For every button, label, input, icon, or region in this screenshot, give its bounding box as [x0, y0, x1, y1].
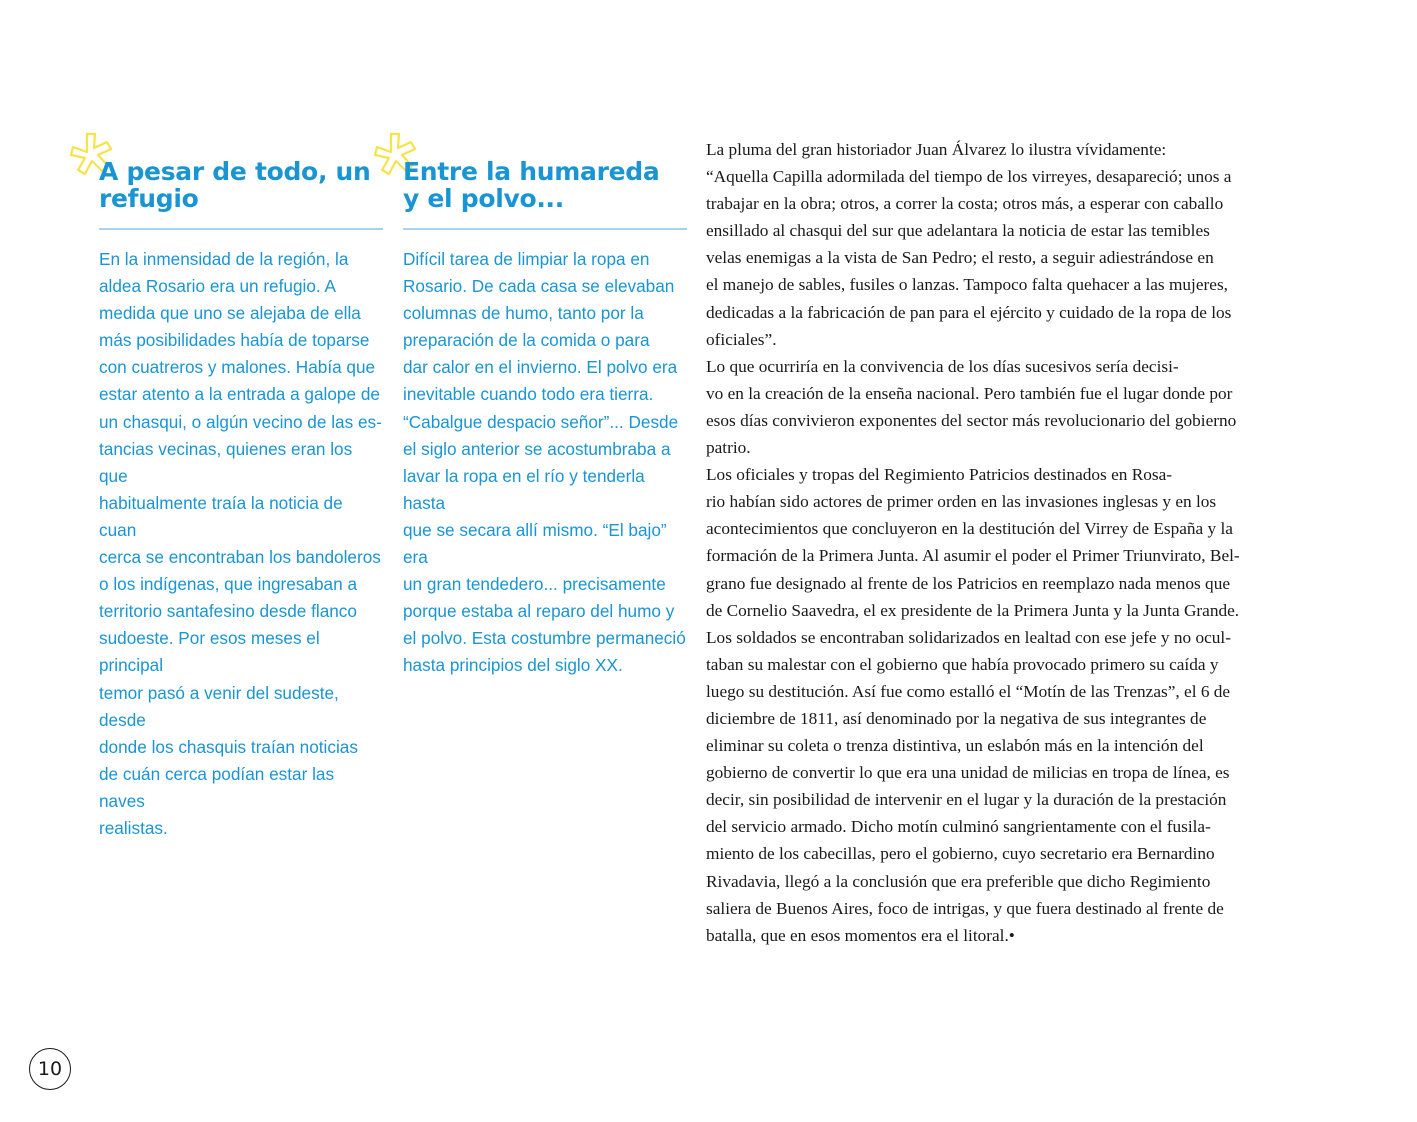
article-paragraph: Lo que ocurriría en la convivencia de los días sucesivos sería decisi- vo en la creación de la enseña nacional. Pero también fue el lugar donde por esos días convivieron exponentes del sector más revolucionario del gobierno patrio.	[706, 356, 1237, 458]
sidebar-humareda	[403, 130, 687, 680]
sidebar-refugio	[99, 130, 383, 842]
article-paragraph: Los oficiales y tropas del Regimiento Patricios destinados en Rosa- rio habían sido actores de primer orden en las invasiones inglesas y en los acontecimientos que concluyeron en la destitución del Virrey de España y la formación de la Primera Junta. Al asumir el poder el Primer Triunvirato, Bel- grano fue designado al frente de los Patricios en reemplazo nada menos que de Cornelio Saavedra, el ex presidente de la Primera Junta y la Junta Grande. Los soldados se encontraban solidarizados en lealtad con ese jefe y no ocul- taban su malestar con el gobierno que había provocado primero su caída y luego su destitución. Así fue como estalló el “Motín de las Trenzas”, el 6 de diciembre de 1811, así denominado por la negativa de sus integrantes de eliminar su coleta o trenza distintiva, un eslabón más en la intención del gobierno de convertir lo que era una unidad de milicias en tropa de línea, es decir, sin posibilidad de intervenir en el lugar y la duración de la prestación del servicio armado. Dicho motín culminó sangrientamente con el fusila- miento de los cabecillas, pero el gobierno, cuyo secretario era Bernardino Rivadavia, llegó a la conclusión que era preferible que dicho Regimiento saliera de Buenos Aires, foco de intrigas, y que fuera destinado al frente de batalla, que en esos momentos era el litoral.•	[706, 465, 1240, 945]
page-number: 10	[29, 1048, 71, 1090]
heading-divider	[403, 228, 687, 230]
sidebar-body-text: Difícil tarea de limpiar la ropa en Rosario. De cada casa se elevaban columnas de humo, tanto por la preparación de la comida o para dar calor en el invierno. El polvo era inevitable cuando todo era tierra. “Cabalgue despacio señor”... Desde el siglo anterior se acostumbraba a lavar la ropa en el río y tenderla hasta que se secara allí mismo. “El bajo” era un gran tendedero... precisamente porque estaba al reparo del humo y el polvo. Esta costumbre permaneció hasta principios del siglo XX.	[403, 249, 686, 676]
sidebar-body-text: En la inmensidad de la región, la aldea Rosario era un refugio. A medida que uno se alejaba de ella más posibilidades había de toparse con cuatreros y malones. Había que estar atento a la entrada a galope de un chasqui, o algún vecino de las es- tancias vecinas, quienes eran los que habitualmente traía la noticia de cuan cerca se encontraban los bandoleros o los indígenas, que ingresaban a territorio santafesino desde flanco sudoeste. Por esos meses el principal temor pasó a venir del sudeste, desde donde los chasquis traían noticias de cuán cerca podían estar las naves realistas.	[99, 249, 382, 838]
heading-divider	[99, 228, 383, 230]
article-paragraph: La pluma del gran historiador Juan Álvarez lo ilustra vívidamente: “Aquella Capilla adormilada del tiempo de los virreyes, desapareció; unos a trabajar en la obra; otros, a correr la costa; otros más, a esperar con caballo ensillado al chasqui del sur que adelantara la noticia de estar las temibles velas enemigas a la vista de San Pedro; el resto, a seguir adiestrándose en el manejo de sables, fusiles o lanzas. Tampoco falta quehacer a las mujeres, dedicadas a la fabricación de pan para el ejército y cuidado de la ropa de los oficiales”.	[706, 140, 1232, 349]
main-article	[706, 136, 1296, 949]
sidebar-heading: Entre la humareda y el polvo...	[403, 157, 660, 213]
sidebar-heading: A pesar de todo, un refugio	[99, 157, 371, 213]
